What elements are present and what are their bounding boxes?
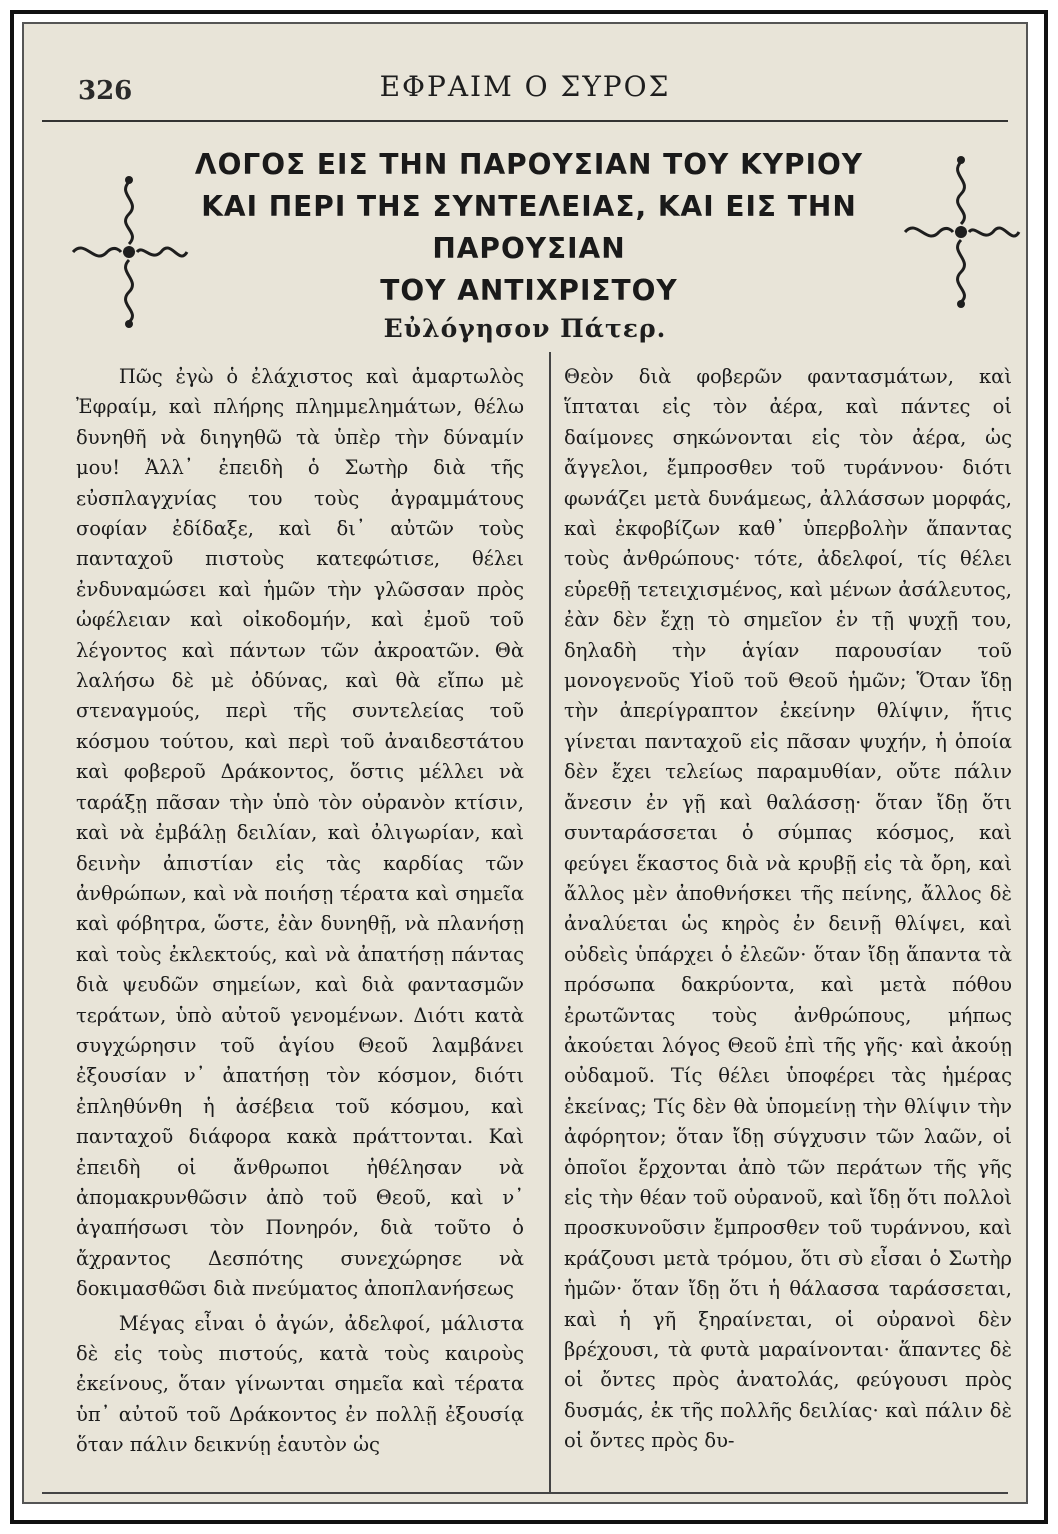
cross-ornament-icon: [69, 172, 189, 332]
cross-ornament-icon: [901, 152, 1021, 312]
right-paragraph-1: Θεὸν διὰ φοβερῶν φαντασμάτων, καὶ ἵπταται εἰς τὸν ἀέρα, καὶ πάντες οἱ δαίμονες σηκώνονται εἰς τὸν ἀέρα, ὡς ἄγγελοι, ἔμπροσθεν τοῦ τυράννου· διότι φωνάζει μετὰ δυνάμεως, ἀλλάσσων μορφάς, καὶ ἐκφοβίζων καθ᾽ ὑπερβολὴν ἅπαντας τοὺς ἀνθρώπους· τότε, ἀδελφοί, τίς θέλει εὑρεθῇ τετειχισμένος, καὶ μένων ἀσάλευτος, ἐὰν δὲν ἔχῃ τὸ σημεῖον ἐν τῇ ψυχῇ του, δηλαδὴ τὴν ἁγίαν παρουσίαν τοῦ μονογενοῦς Υἱοῦ τοῦ Θεοῦ ἡμῶν; Ὅταν ἴδῃ τὴν ἀπερίγραπτον ἐκείνην θλίψιν, ἥτις γίνεται πανταχοῦ εἰς πᾶσαν ψυχήν, ἡ ὁποία δὲν ἔχει τελείως παραμυθίαν, οὔτε πάλιν ἄνεσιν ἐν γῇ καὶ θαλάσσῃ· ὅταν ἴδῃ ὅτι συνταράσσεται ὁ σύμπας κόσμος, καὶ φεύγει ἕκαστος διὰ νὰ κρυβῇ εἰς τὰ ὄρη, καὶ ἄλλος μὲν ἀποθνήσκει τῆς πείνης, ἄλλος δὲ ἀναλύεται ὡς κηρὸς ἐν δεινῇ θλίψει, καὶ οὐδεὶς ὑπάρχει ὁ ἐλεῶν· ὅταν ἴδῃ ἅπαντα τὰ πρόσωπα δακρύοντα, καὶ μετὰ πόθου ἐρωτῶντας τοὺς ἀνθρώπους, μήπως ἀκούεται λόγος Θεοῦ ἐπὶ τῆς γῆς· καὶ ἀκούῃ οὐδαμοῦ. Τίς θέλει ὑποφέρει τὰς ἡμέρας ἐκείνας; Τίς δὲν θὰ ὑπομείνῃ τὴν θλίψιν τὴν ἀφόρητον; ὅταν ἴδῃ σύγχυσιν τῶν λαῶν, οἱ ὁποῖοι ἔρχονται ἀπὸ τῶν περάτων τῆς γῆς εἰς τὴν θέαν τοῦ οὐρανοῦ, καὶ ἴδῃ ὅτι πολλοὶ προσκυνοῦσιν ἔμπροσθεν τοῦ τυράννου, καὶ κράζουσι μετὰ τρόμου, ὅτι σὺ εἶσαι ὁ Σωτὴρ ἡμῶν· ὅταν ἴδῃ ὅτι ἡ θάλασσα ταράσσεται, καὶ ἡ γῆ ξηραίνεται, οἱ οὐρανοὶ δὲν βρέχουσι, τὰ φυτὰ μαραίνονται· ἅπαντες δὲ οἱ ὄντες πρὸς ἀνατολάς, φεύγουσι πρὸς δυσμάς, ἐκ τῆς πολλῆς δειλίας· καὶ πάλιν δὲ οἱ ὄντες πρὸς δυ-: [564, 365, 1012, 1453]
outer-frame: [10, 10, 1048, 1524]
title-line-3: ΤΟΥ ΑΝΤΙΧΡΙΣΤΟΥ: [380, 274, 678, 307]
page-header: [42, 60, 1008, 122]
sermon-title: [174, 144, 884, 312]
title-line-1: ΛΟΓΟΣ ΕΙΣ ΤΗΝ ΠΑΡΟΥΣΙΑΝ ΤΟΥ ΚΥΡΙΟΥ: [194, 148, 864, 181]
title-line-2: ΚΑΙ ΠΕΡΙ ΤΗΣ ΣΥΝΤΕΛΕΙΑΣ, ΚΑΙ ΕΙΣ ΤΗΝ ΠΑΡΟΥΣΙΑΝ: [201, 190, 857, 265]
left-paragraph-2: Μέγας εἶναι ὁ ἀγών, ἀδελφοί, μάλιστα δὲ εἰς τοὺς πιστούς, κατὰ τοὺς καιροὺς ἐκείνους, ὅταν γίνωνται σημεῖα καὶ τέρατα ὑπ᾽ αὐτοῦ τοῦ Δράκοντος ἐν πολλῇ ἐξουσίᾳ ὅταν πάλιν δεικνύῃ ἑαυτὸν ὡς: [76, 1311, 524, 1457]
left-column: [76, 362, 524, 1461]
book-page: [22, 22, 1028, 1504]
left-paragraph-1: Πῶς ἐγὼ ὁ ἐλάχιστος καὶ ἁμαρτωλὸς Ἐφραίμ, καὶ πλήρης πλημμελημάτων, θέλω δυνηθῆ νὰ διηγηθῶ τὰ ὑπὲρ τὴν δύναμίν μου! Ἀλλ᾽ ἐπειδὴ ὁ Σωτὴρ διὰ τῆς εὐσπλαγχνίας του τοὺς ἀγραμμάτους σοφίαν ἐδίδαξε, καὶ δι᾽ αὐτῶν τοὺς πανταχοῦ πιστοὺς κατεφώτισε, θέλει ἐνδυναμώσει καὶ ἡμῶν τὴν γλῶσσαν πρὸς ὠφέλειαν καὶ οἰκοδομήν, καὶ ἐμοῦ τοῦ λέγοντος καὶ πάντων τῶν ἀκροατῶν. Θὰ λαλήσω δὲ μὲ ὀδύνας, καὶ θὰ εἴπω μὲ στεναγμούς, περὶ τῆς συντελείας τοῦ κόσμου τούτου, καὶ περὶ τοῦ ἀναιδεστάτου καὶ φοβεροῦ Δράκοντος, ὅστις μέλλει νὰ ταράξῃ πᾶσαν τὴν ὑπὸ τὸν οὐρανὸν κτίσιν, καὶ νὰ ἐμβάλῃ δειλίαν, καὶ ὀλιγωρίαν, καὶ δεινὴν ἀπιστίαν εἰς τὰς καρδίας τῶν ἀνθρώπων, καὶ νὰ ποιήσῃ τέρατα καὶ σημεῖα καὶ φόβητρα, ὥστε, ἐὰν δυνηθῇ, νὰ πλανήσῃ καὶ τοὺς ἐκλεκτούς, καὶ νὰ ἀπατήσῃ πάντας διὰ ψευδῶν σημείων, καὶ διὰ φαντασμῶν τεράτων, ὑπὸ αὐτοῦ γενομένων. Διότι κατὰ συγχώρησιν τοῦ ἁγίου Θεοῦ λαμβάνει ἐξουσίαν ν᾽ ἀπατήσῃ τὸν κόσμον, διότι ἐπληθύνθη ἡ ἀσέβεια τοῦ κόσμου, καὶ πανταχοῦ διάφορα κακὰ πράττονται. Καὶ ἐπειδὴ οἱ ἄνθρωποι ἠθέλησαν νὰ ἀπομακρυνθῶσιν ἀπὸ τοῦ Θεοῦ, καὶ ν᾽ ἀγαπήσωσι τὸν Πονηρόν, διὰ τοῦτο ὁ ἄχραντος Δεσπότης συνεχώρησε νὰ δοκιμασθῶσι διὰ πνεύματος ἀποπλανήσεως: [76, 365, 524, 1301]
right-column: [564, 362, 1012, 1457]
bottom-rule: [42, 1492, 1008, 1494]
column-divider: [549, 352, 551, 1492]
page-number: 326: [78, 76, 133, 106]
running-title: ΕΦΡΑΙΜ Ο ΣΥΡΟΣ: [379, 70, 671, 103]
blessing-line: Εὐλόγησον Πάτερ.: [383, 314, 667, 343]
